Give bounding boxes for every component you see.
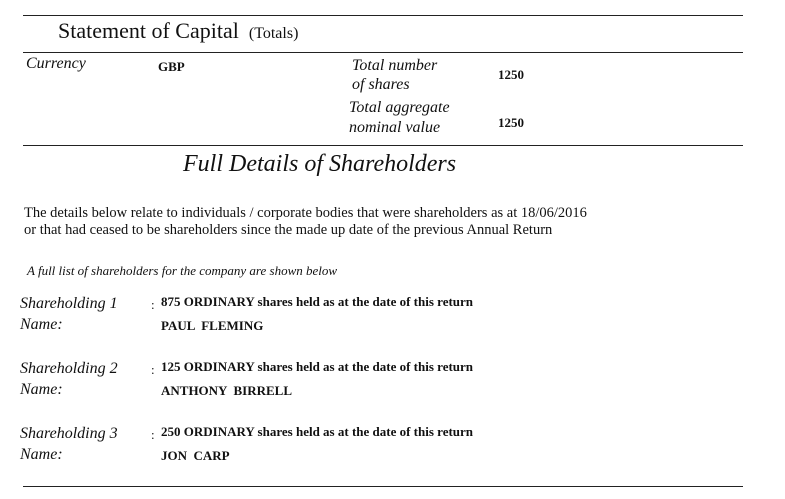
total-nominal-value: 1250 — [498, 115, 524, 130]
intro-line-1: The details below relate to individuals / corporate bodies that were shareholders as at 18/06/2016 — [24, 205, 587, 221]
shareholder-name: JON CARP — [161, 448, 230, 463]
shareholder-name: ANTHONY BIRRELL — [161, 383, 292, 398]
shareholding-detail: 875 ORDINARY shares held as at the date of this return — [161, 294, 474, 309]
shareholding-label: Shareholding 2 — [20, 360, 118, 377]
total-nominal-label-line1: Total aggregate — [349, 99, 450, 116]
total-shares-label — [352, 56, 437, 94]
header-rule — [23, 52, 743, 53]
statement-title-row — [58, 18, 298, 44]
shareholding-colon: : — [151, 297, 155, 312]
shareholding-label: Shareholding 1 — [20, 295, 118, 312]
statement-subtitle: (Totals) — [248, 25, 299, 42]
total-nominal-label — [349, 98, 450, 138]
intro-line-2: or that had ceased to be shareholders since the made up date of the previous Annual Return — [24, 222, 553, 238]
total-nominal-label-line2: nominal value — [349, 119, 441, 136]
bottom-rule — [23, 486, 743, 487]
name-label: Name: — [20, 446, 63, 463]
currency-label: Currency — [26, 55, 86, 72]
statement-bottom-rule — [23, 145, 743, 146]
total-shares-label-line2: of shares — [352, 76, 410, 93]
shareholders-heading: Full Details of Shareholders — [183, 151, 457, 177]
shareholding-colon: : — [151, 427, 155, 442]
total-shares-value: 1250 — [498, 67, 524, 82]
name-label: Name: — [20, 316, 63, 333]
shareholder-name: PAUL FLEMING — [161, 318, 264, 333]
statement-title: Statement of Capital — [58, 18, 239, 43]
top-rule — [23, 15, 743, 16]
shareholders-intro — [24, 205, 587, 239]
name-label: Name: — [20, 381, 63, 398]
shareholding-detail: 250 ORDINARY shares held as at the date of this return — [161, 424, 474, 439]
shareholding-detail: 125 ORDINARY shares held as at the date of this return — [161, 359, 474, 374]
list-note: A full list of shareholders for the company are shown below — [27, 263, 338, 278]
total-shares-label-line1: Total number — [352, 57, 438, 74]
currency-value: GBP — [158, 59, 185, 74]
shareholding-label: Shareholding 3 — [20, 425, 118, 442]
shareholding-colon: : — [151, 362, 155, 377]
